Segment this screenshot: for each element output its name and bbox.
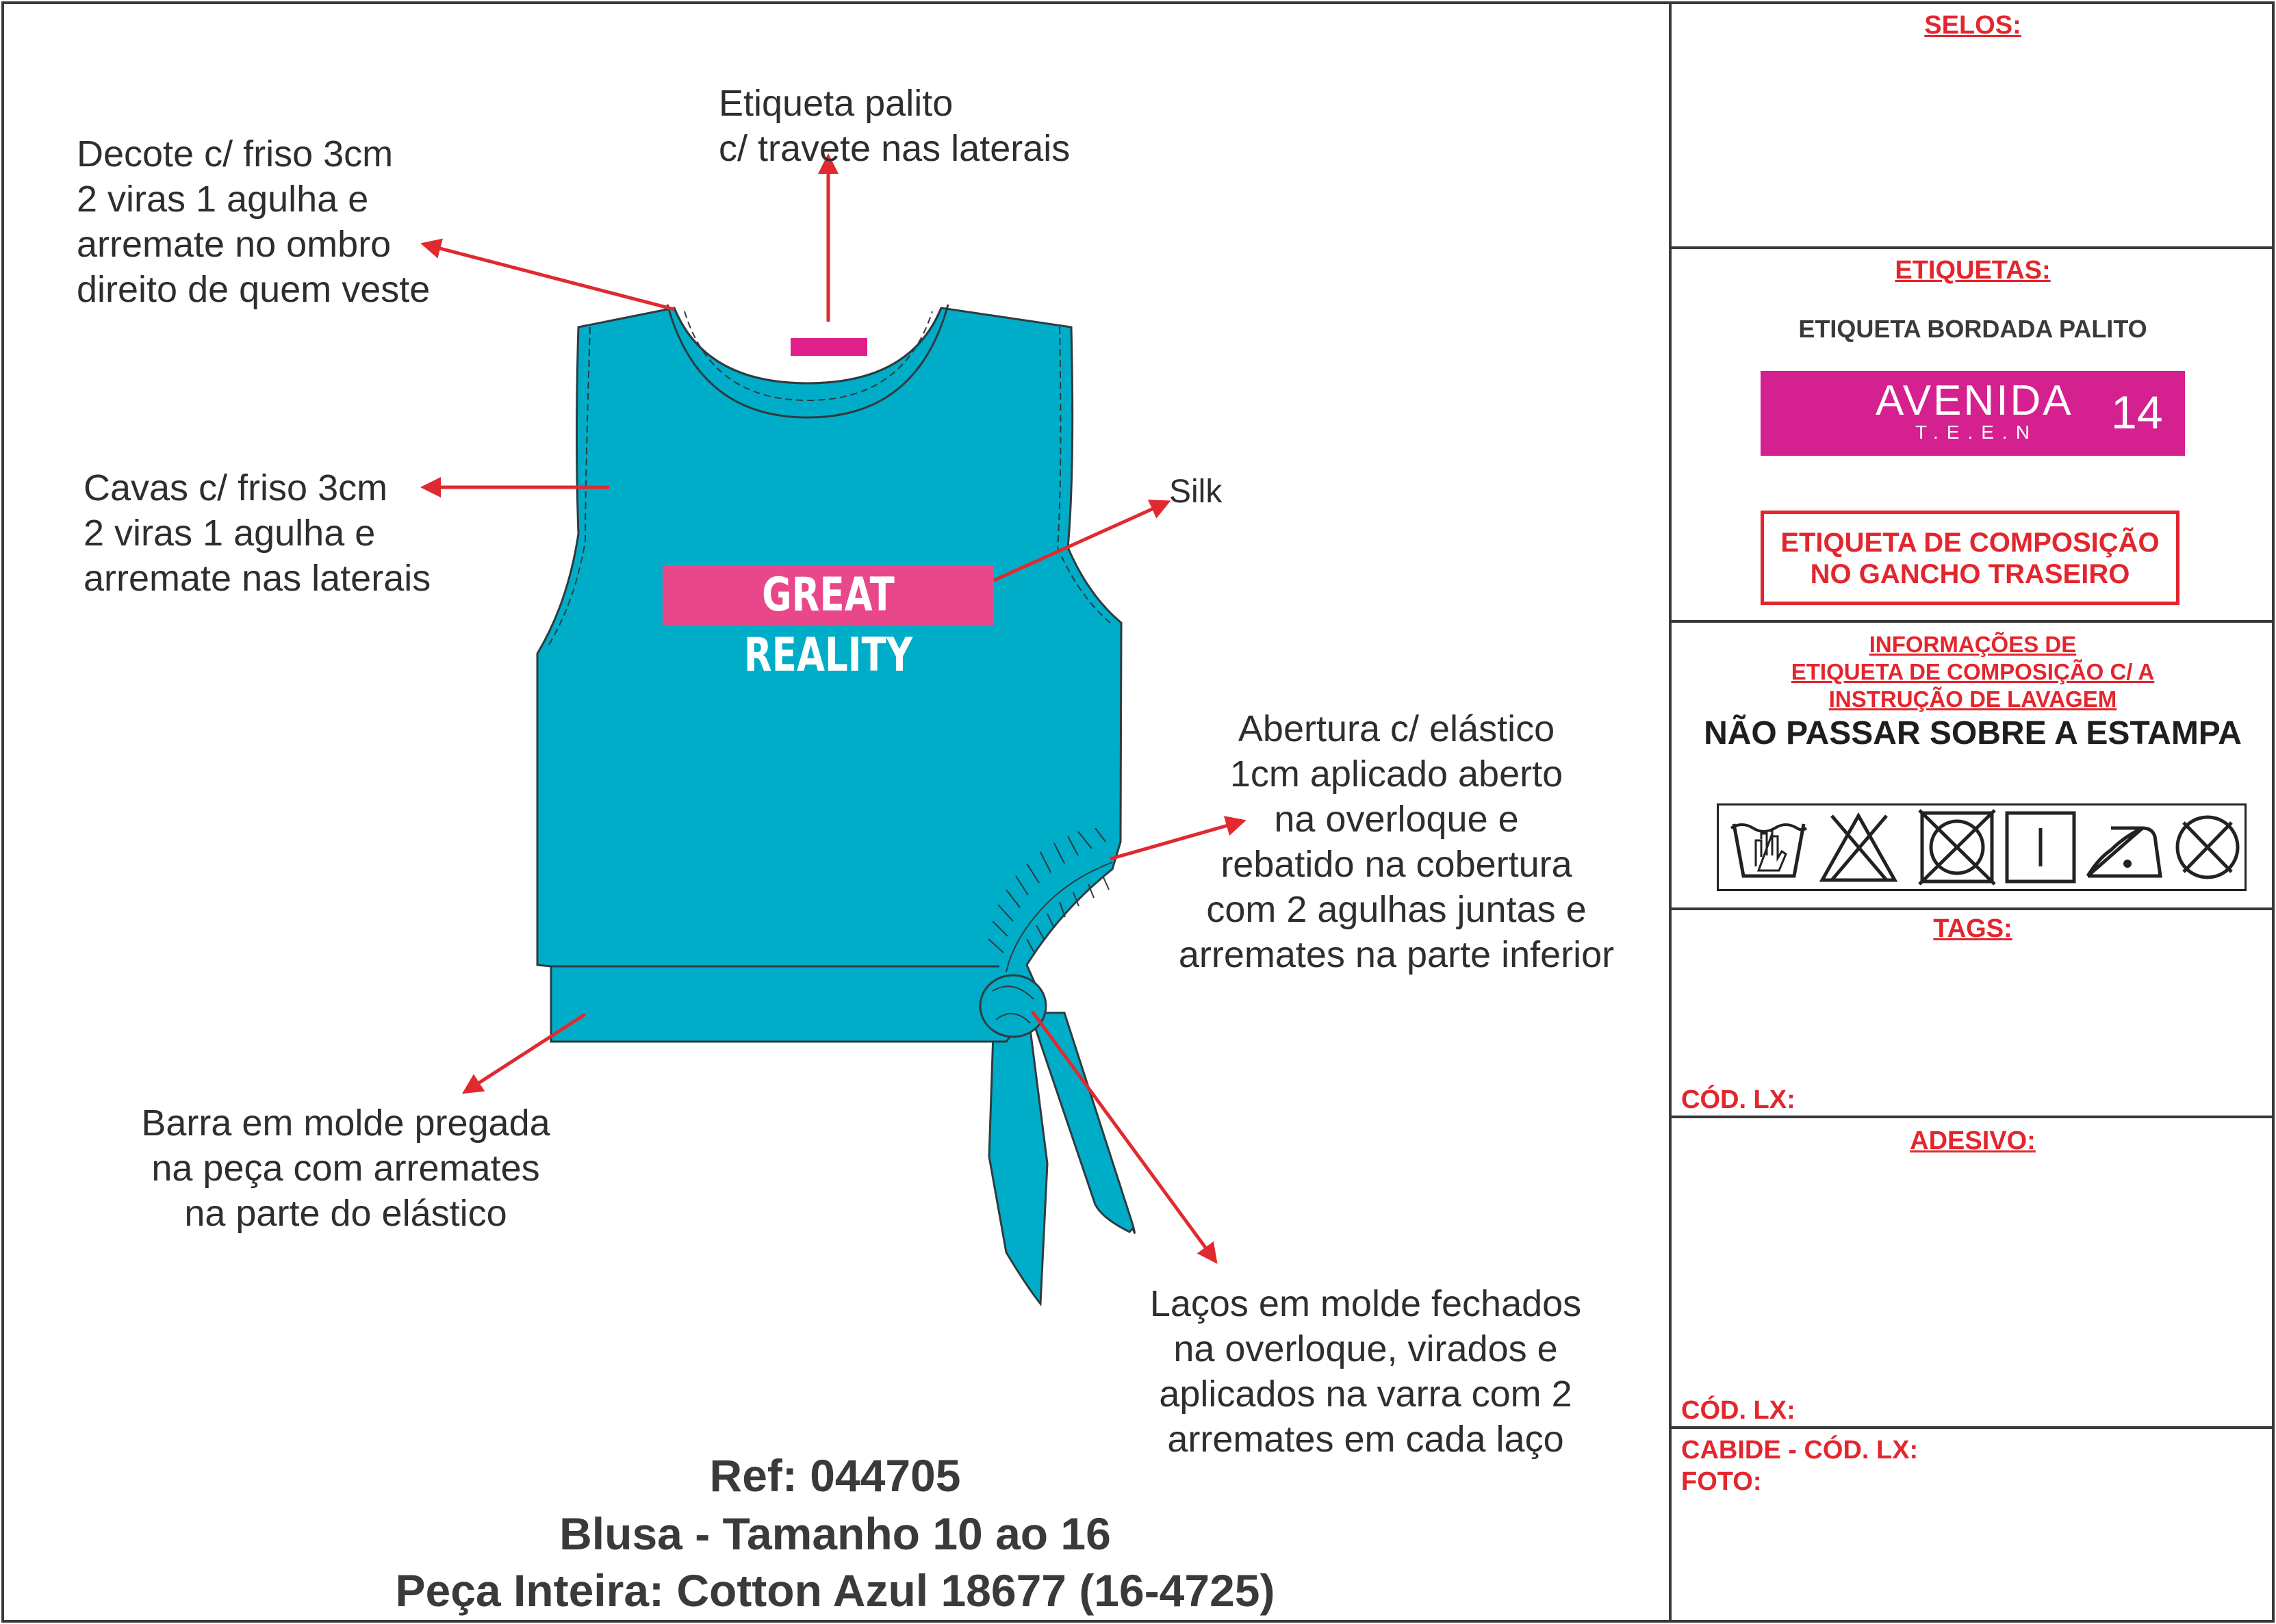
no-bleach-icon — [1818, 809, 1899, 886]
brand-sub: T.E.E.N — [1915, 422, 2038, 443]
arrow-decote — [424, 244, 674, 309]
etiqueta-bordada-label: ETIQUETA BORDADA PALITO — [1798, 315, 2147, 343]
tie-tail-left — [989, 1013, 1047, 1304]
panel-divider — [1672, 1116, 2274, 1118]
callout-barra: Barra em molde pregada na peça com arremates na parte do elástico — [141, 1103, 550, 1234]
panel-divider — [1672, 246, 2274, 249]
hand-wash-icon — [1728, 809, 1809, 886]
iron-low-icon — [2084, 809, 2164, 886]
no-dry-clean-icon — [2167, 809, 2248, 886]
palito-label — [791, 338, 867, 356]
arrow-barra — [465, 1014, 585, 1092]
brand-label — [1761, 371, 2185, 456]
line-dry-icon — [2000, 809, 2081, 886]
callout-cavas: Cavas c/ friso 3cm 2 viras 1 agulha e arremate nas laterais — [84, 467, 431, 599]
cabide-label: CABIDE - CÓD. LX: — [1681, 1436, 1919, 1465]
warning-text: NÃO PASSAR SOBRE A ESTAMPA — [1704, 715, 2242, 751]
tags-heading: TAGS: — [1933, 914, 2012, 943]
silk-print-text: GREAT REALITY — [743, 568, 913, 682]
callout-silk: Silk — [1169, 474, 1223, 510]
cod-lx-adesivo: CÓD. LX: — [1681, 1396, 1795, 1425]
tie-knot — [980, 975, 1046, 1037]
adesivo-heading: ADESIVO: — [1910, 1126, 2036, 1155]
foto-label: FOTO: — [1681, 1467, 1762, 1496]
panel-divider — [1672, 620, 2274, 623]
panel-divider — [1672, 1426, 2274, 1429]
etiquetas-heading: ETIQUETAS: — [1895, 256, 2051, 285]
info-heading: INFORMAÇÕES DE ETIQUETA DE COMPOSIÇÃO C/ A INSTRUÇÃO DE LAVAGEM — [1791, 632, 2155, 712]
callout-etiqueta-palito: Etiqueta palito c/ travete nas laterais — [719, 83, 1071, 169]
ref-number: Ref: 044705 — [709, 1450, 961, 1501]
callout-abertura: Abertura c/ elástico 1cm aplicado aberto na overloque e rebatido na cobertura com 2 agulhas juntas e arremates na parte inferior — [1178, 708, 1615, 975]
callout-lacos: Laços em molde fechados na overloque, virados e aplicados na varra com 2 arremates em cada laço — [1149, 1283, 1582, 1460]
composicao-text: ETIQUETA DE COMPOSIÇÃO NO GANCHO TRASEIRO — [1780, 528, 2160, 589]
fabric-description: Peça Inteira: Cotton Azul 18677 (16-4725) — [395, 1565, 1275, 1616]
brand-number: 14 — [2111, 387, 2163, 439]
selos-heading: SELOS: — [1924, 11, 2021, 40]
panel-divider — [1672, 907, 2274, 910]
product-description: Blusa - Tamanho 10 ao 16 — [559, 1508, 1111, 1559]
callout-decote: Decote c/ friso 3cm 2 viras 1 agulha e arremate no ombro direito de quem veste — [77, 133, 431, 310]
brand-name: AVENIDA — [1876, 377, 2073, 424]
cod-lx-tags: CÓD. LX: — [1681, 1085, 1795, 1114]
no-tumble-dry-icon — [1917, 809, 1997, 886]
